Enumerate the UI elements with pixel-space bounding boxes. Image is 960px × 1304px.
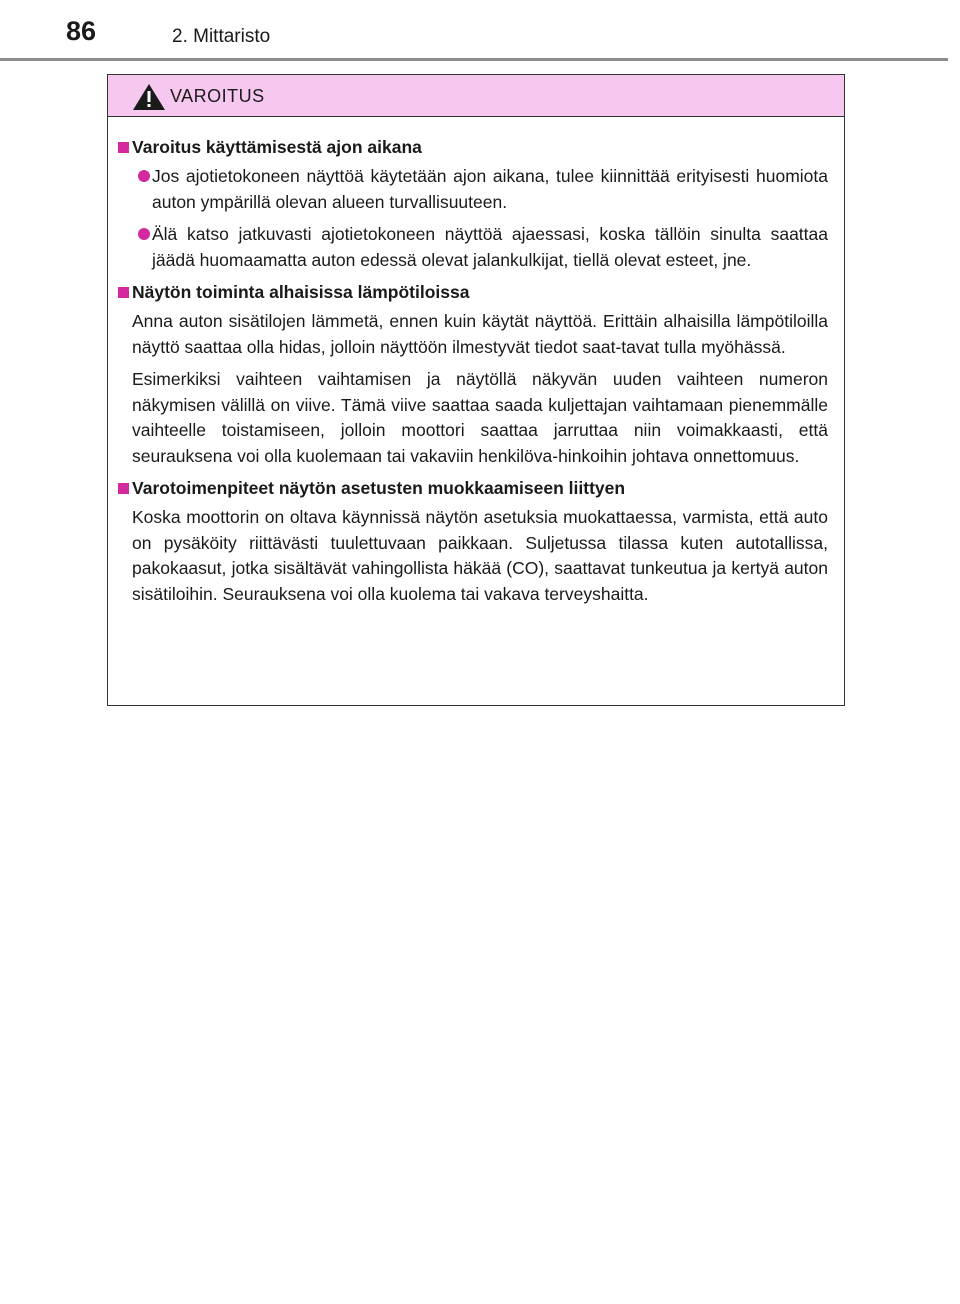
round-bullet-icon (138, 228, 150, 240)
warning-section (118, 135, 828, 273)
square-bullet-icon (118, 142, 129, 153)
section-heading (118, 135, 828, 160)
section-heading-text: Varotoimenpiteet näytön asetusten muokkaamiseen liittyen (132, 478, 626, 498)
square-bullet-icon (118, 483, 129, 494)
bullet-text: Älä katso jatkuvasti ajotietokoneen näyttöä ajaessasi, koska tällöin sinulta saattaa jäädä huomaamatta auton edessä olevat jalankulkijat, tiellä olevat esteet, jne. (152, 224, 828, 270)
square-bullet-icon (118, 287, 129, 298)
warning-triangle-icon (132, 83, 166, 111)
warning-section (118, 476, 828, 607)
warning-box (107, 74, 845, 706)
warning-title: VAROITUS (170, 86, 265, 106)
header-rule (0, 58, 948, 61)
section-heading (118, 476, 828, 501)
bullet-item (118, 222, 828, 273)
warning-body (108, 117, 844, 607)
section-heading-text: Näytön toiminta alhaisissa lämpötiloissa (132, 282, 470, 302)
warning-section (118, 280, 828, 469)
round-bullet-icon (138, 170, 150, 182)
bullet-text: Jos ajotietokoneen näyttöä käytetään ajon aikana, tulee kiinnittää erityisesti huomiota auton ympärillä olevan alueen turvallisuuteen. (152, 166, 828, 212)
warning-header (108, 75, 844, 117)
section-heading-text: Varoitus käyttämisestä ajon aikana (132, 137, 422, 157)
section-heading (118, 280, 828, 305)
section-title: 2. Mittaristo (172, 26, 271, 47)
paragraph: Anna auton sisätilojen lämmetä, ennen kuin käytät näyttöä. Erittäin alhaisilla lämpötiloilla näyttö saattaa olla hidas, jolloin näyttöön ilmestyvät tiedot saat-tavat tulla myöhässä. (132, 311, 828, 357)
bullet-item (118, 164, 828, 215)
page-number: 86 (66, 16, 97, 46)
paragraph: Koska moottorin on oltava käynnissä näytön asetuksia muokattaessa, varmista, että auto on pysäköity riittävästi tuulettuvaan paikkaan. Suljetussa tilassa kuten autotallissa, pakokaasut, jotka sisältävät vahingollista häkää (CO), saattavat tunkeutua ja kertyä auton sisätiloihin. Seurauksena voi olla kuolema tai vakava terveyshaitta. (132, 507, 828, 604)
paragraph: Esimerkiksi vaihteen vaihtamisen ja näytöllä näkyvän uuden vaihteen numeron näkymisen välillä on viive. Tämä viive saattaa saada kuljettajan vaihtamaan pienemmälle vaihteelle toistamiseen, jolloin moottori saattaa jarruttaa niin voimakkaasti, että seurauksena voi olla kuolemaan tai vakaviin henkilöva-hinkoihin johtava onnettomuus. (132, 369, 828, 466)
